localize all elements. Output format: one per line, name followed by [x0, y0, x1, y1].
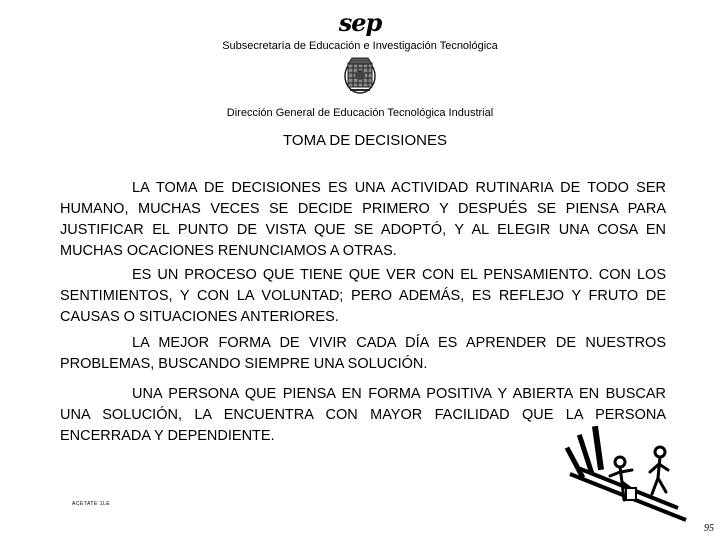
paragraph-3: LA MEJOR FORMA DE VIVIR CADA DÍA ES APRENDER DE NUESTROS PROBLEMAS, BUSCANDO SIEMPRE UNA SOLUCIÓN.	[60, 335, 666, 372]
paragraph-1: LA TOMA DE DECISIONES ES UNA ACTIVIDAD RUTINARIA DE TODO SER HUMANO, MUCHAS VECES SE DECIDE PRIMERO Y DESPUÉS SE PIENSA PARA JUSTIFICAR EL PUNTO DE VISTA QUE SE ADOPTÓ, Y AL ELEGIR UNA COSA EN MUCHAS OCACIONES RENUNCIAMOS A OTRAS.	[60, 180, 666, 259]
people-decision-illustration	[562, 422, 692, 522]
paragraph-4: UNA PERSONA QUE PIENSA EN FORMA POSITIVA Y ABIERTA EN BUSCAR UNA SOLUCIÓN, LA ENCUENTRA CON MAYOR FACILIDAD QUE LA PERSONA ENCERRADA Y DEPENDIENTE.	[60, 386, 666, 444]
document-title: TOMA DE DECISIONES	[283, 132, 447, 149]
sep-logo: sep	[338, 8, 382, 37]
institution-emblem-icon	[342, 54, 378, 96]
direccion-heading: Dirección General de Educación Tecnológica Industrial	[226, 107, 494, 119]
paragraph-2: ES UN PROCESO QUE TIENE QUE VER CON EL PENSAMIENTO. CON LOS SENTIMIENTOS, Y CON LA VOLUNTAD; PERO ADEMÁS, ES REFLEJO Y FRUTO DE CAUSAS O SITUACIONES ANTERIORES.	[60, 267, 666, 325]
page-number: 95	[704, 523, 714, 534]
slide-footnote: ACETATE 1LE	[72, 501, 111, 507]
subsecretaria-heading: Subsecretaría de Educación e Investigación Tecnológica	[222, 40, 498, 52]
